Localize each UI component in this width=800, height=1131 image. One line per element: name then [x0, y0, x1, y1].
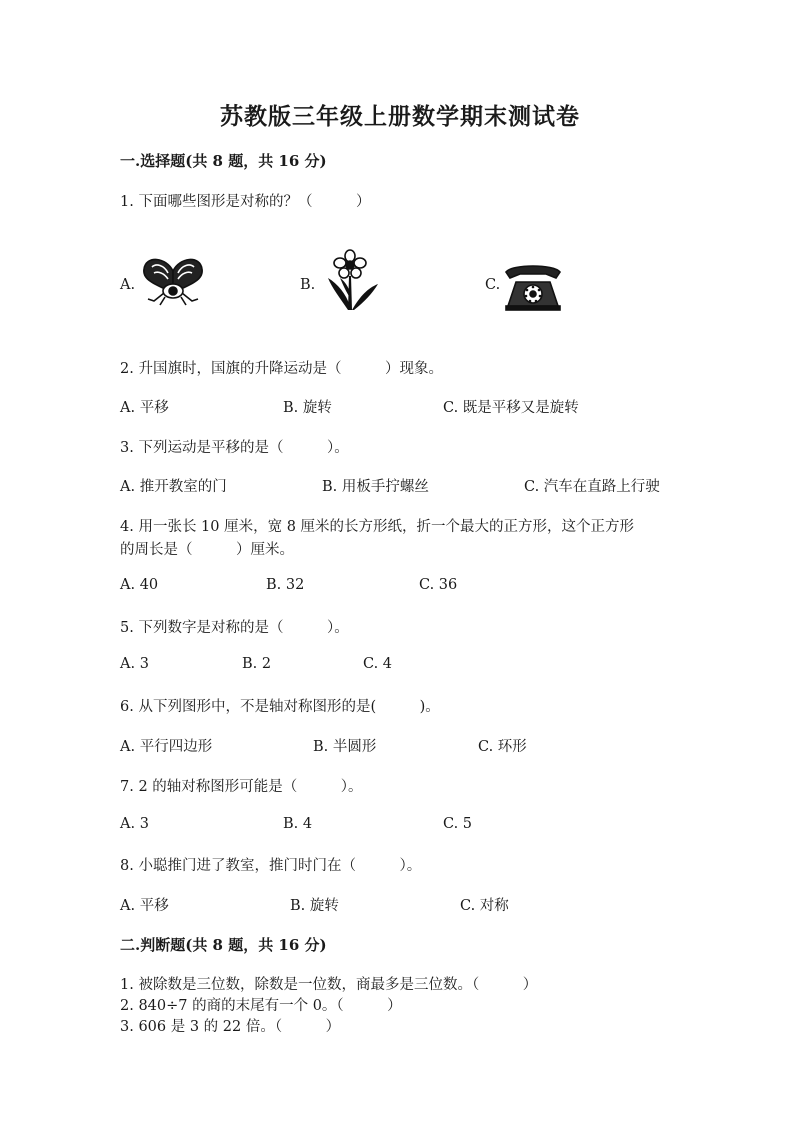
q2-option-b: B. 旋转 [283, 400, 332, 416]
q6-option-a: A. 平行四边形 [120, 739, 213, 755]
q7-option-c: C. 5 [443, 816, 473, 832]
q3-option-b: B. 用板手拧螺丝 [322, 479, 429, 495]
q1-option-c-label: C. [485, 277, 501, 293]
section-heading-choice: 一.选择题(共 8 题，共 16 分) [120, 152, 327, 170]
question-4-line-2: 的周长是（ ）厘米。 [120, 542, 294, 558]
q6-option-c: C. 环形 [478, 739, 527, 755]
q7-option-b: B. 4 [283, 816, 313, 832]
section-heading-judgement: 二.判断题(共 8 题，共 16 分) [120, 936, 327, 954]
butterfly-icon [138, 255, 208, 307]
q1-option-b-label: B. [300, 277, 316, 293]
q8-option-c: C. 对称 [460, 898, 509, 914]
q4-option-a: A. 40 [120, 577, 159, 593]
q3-option-a: A. 推开教室的门 [120, 479, 227, 495]
q2-option-a: A. 平移 [120, 400, 169, 416]
q5-option-c: C. 4 [363, 656, 393, 672]
q6-option-b: B. 半圆形 [313, 739, 377, 755]
judgement-2: 2. 840÷7 的商的末尾有一个 0。（ ） [120, 998, 402, 1014]
q8-option-b: B. 旋转 [290, 898, 339, 914]
judgement-3: 3. 606 是 3 的 22 倍。（ ） [120, 1019, 341, 1035]
flower-icon [322, 248, 382, 312]
q4-option-c: C. 36 [419, 577, 458, 593]
question-2: 2. 升国旗时，国旗的升降运动是（ ）现象。 [120, 361, 443, 377]
q1-option-a-label: A. [120, 277, 136, 293]
q4-option-b: B. 32 [266, 577, 305, 593]
q8-option-a: A. 平移 [120, 898, 169, 914]
question-8: 8. 小聪推门进了教室，推门时门在（ ）。 [120, 858, 422, 874]
judgement-1: 1. 被除数是三位数，除数是一位数，商最多是三位数。（ ） [120, 977, 538, 993]
question-3: 3. 下列运动是平移的是（ ）。 [120, 440, 349, 456]
q5-option-a: A. 3 [120, 656, 149, 672]
page-title: 苏教版三年级上册数学期末测试卷 [220, 103, 580, 130]
question-7: 7. 2 的轴对称图形可能是（ ）。 [120, 779, 363, 795]
q3-option-c: C. 汽车在直路上行驶 [524, 479, 660, 495]
q5-option-b: B. 2 [242, 656, 272, 672]
q7-option-a: A. 3 [120, 816, 149, 832]
telephone-icon [502, 262, 564, 312]
question-6: 6. 从下列图形中，不是轴对称图形的是( )。 [120, 699, 440, 715]
question-5: 5. 下列数字是对称的是（ ）。 [120, 620, 349, 636]
q2-option-c: C. 既是平移又是旋转 [443, 400, 579, 416]
question-4-line-1: 4. 用一张长 10 厘米，宽 8 厘米的长方形纸，折一个最大的正方形，这个正方形 [120, 519, 635, 535]
question-1: 1. 下面哪些图形是对称的？（ ） [120, 194, 371, 210]
